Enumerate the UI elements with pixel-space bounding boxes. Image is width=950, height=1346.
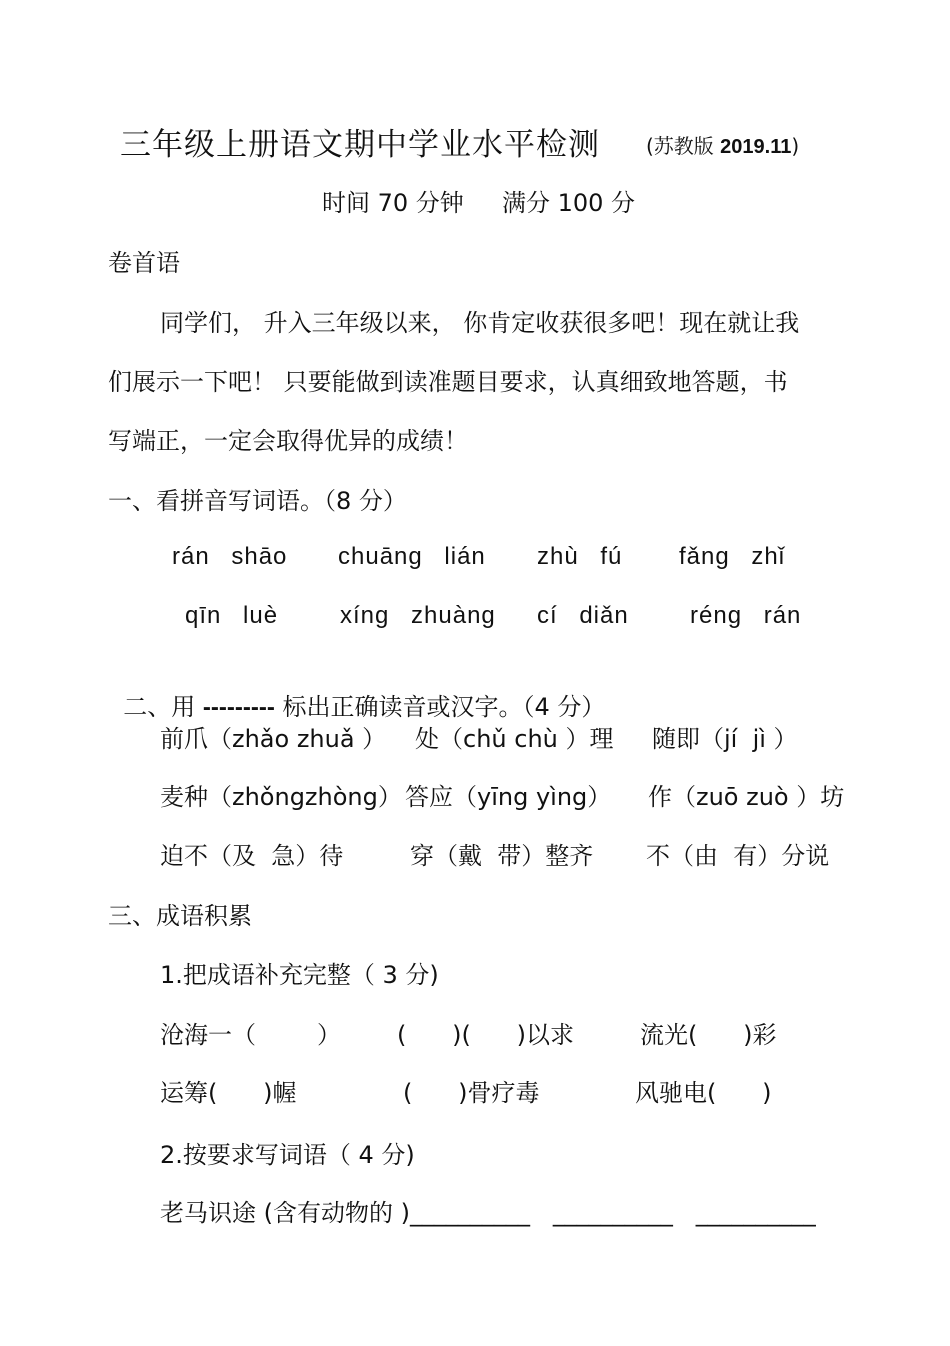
pinyin-item: réng rán: [690, 602, 802, 629]
character-choice-item: 不（由 有）分说: [646, 842, 830, 870]
pinyin-item: xíng zhuàng: [340, 602, 496, 629]
pinyin-item: qīn luè: [185, 602, 279, 629]
idiom-blank-item: 流光( )彩: [640, 1021, 777, 1049]
reading-choice-item: 麦种（zhǒngzhòng）: [160, 783, 402, 811]
page-title: 三年级上册语文期中学业水平检测: [120, 127, 600, 163]
section1-heading: 一、看拼音写词语。（8 分）: [108, 487, 407, 515]
time-info: 时间 70 分钟 满分 100 分: [322, 189, 636, 217]
pinyin-item: cí diǎn: [537, 602, 629, 629]
question1-heading: 1.把成语补充完整（ 3 分): [160, 961, 439, 989]
dash-marker: ---------: [202, 694, 275, 721]
pinyin-item: rán shāo: [172, 543, 288, 570]
preface-line-3: 写端正，一定会取得优异的成绩！: [108, 427, 468, 455]
section3-heading: 三、成语积累: [108, 902, 252, 930]
character-choice-item: 穿（戴 带）整齐: [410, 842, 594, 870]
character-choice-item: 迫不（及 急）待: [160, 842, 344, 870]
edition-suffix: ): [791, 134, 800, 158]
section2-heading: [108, 659, 605, 722]
section2-heading-prefix: 二、用: [123, 693, 203, 721]
idiom-blank-item: ( )骨疗毒: [403, 1079, 540, 1107]
reading-choice-item: 前爪（zhǎo zhuǎ ）: [160, 725, 387, 753]
reading-choice-item: 答应（yīng yìng）: [405, 783, 612, 811]
idiom-blank-item: 沧海一（ ）: [160, 1021, 342, 1049]
idiom-blank-item: 风驰电( ): [635, 1079, 772, 1107]
preface-heading: 卷首语: [108, 249, 180, 277]
edition-year: 2019.11: [720, 136, 792, 158]
preface-line-2: 们展示一下吧！ 只要能做到读准题目要求，认真细致地答题，书: [108, 368, 788, 396]
reading-choice-item: 随即（jí jì ）: [652, 725, 798, 753]
write-words-line: 老马识途 (含有动物的 )__________ __________ __________: [160, 1199, 816, 1227]
pinyin-item: fǎng zhǐ: [679, 543, 786, 570]
section2-heading-suffix: 标出正确读音或汉字。（4 分）: [274, 693, 606, 721]
idiom-blank-item: ( )( )以求: [397, 1021, 574, 1049]
preface-line-1: 同学们， 升入三年级以来， 你肯定收获很多吧！现在就让我: [160, 309, 800, 337]
edition-prefix: (苏教版: [646, 134, 721, 158]
pinyin-item: zhù fú: [537, 543, 623, 570]
edition-note: [646, 130, 799, 159]
idiom-blank-item: 运筹( )幄: [160, 1079, 297, 1107]
pinyin-item: chuāng lián: [338, 543, 486, 570]
question2-heading: 2.按要求写词语（ 4 分): [160, 1141, 415, 1169]
reading-choice-item: 处（chǔ chù ）理: [415, 725, 614, 753]
reading-choice-item: 作（zuō zuò ）坊: [648, 783, 845, 811]
